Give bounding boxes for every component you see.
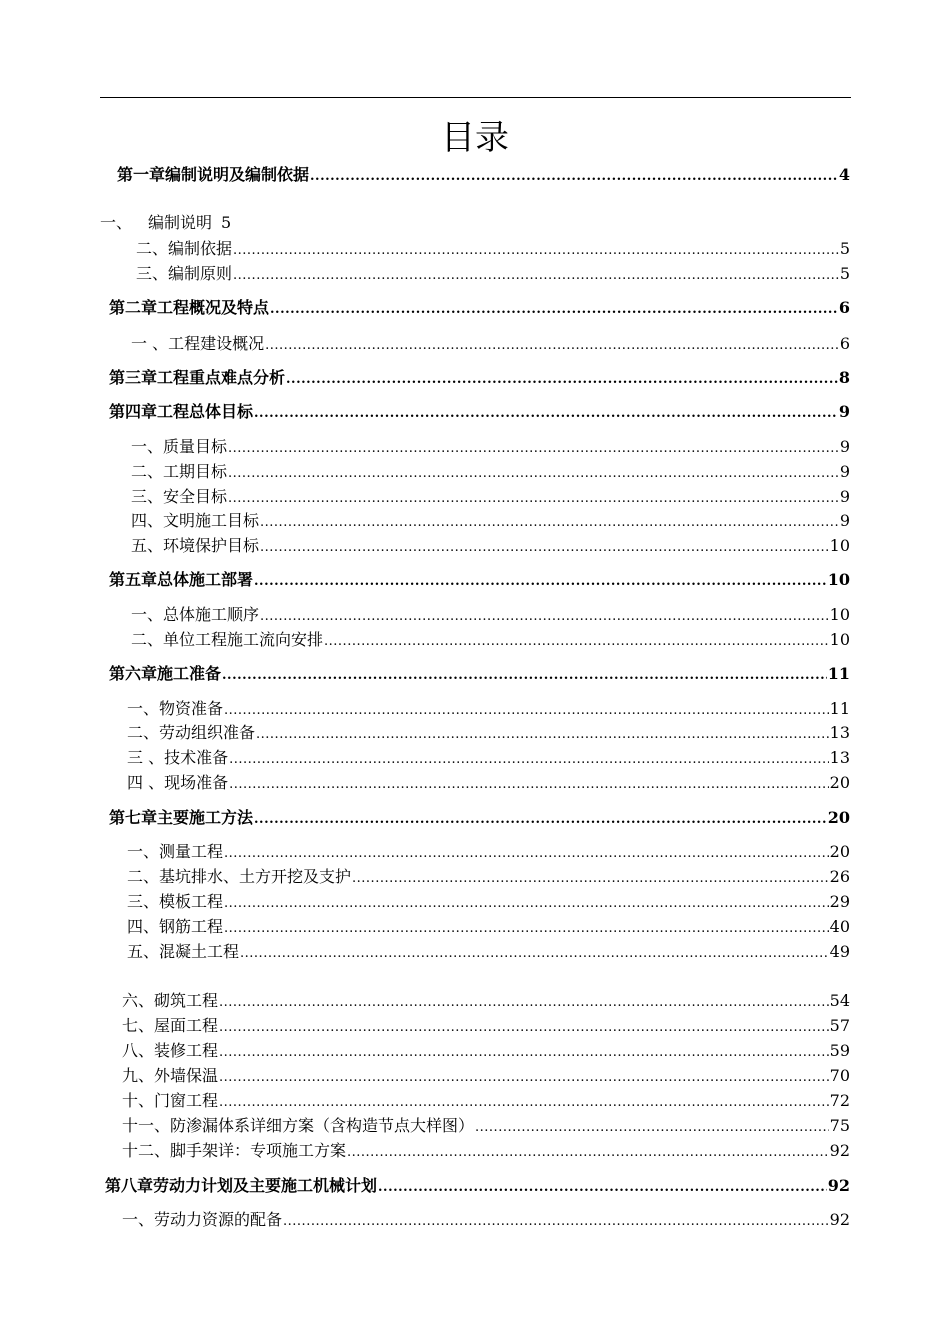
toc-entry-number: 九、 [122,1066,155,1085]
toc-entry-page: 59 [829,1041,850,1060]
toc-entry-page: 10 [827,570,850,589]
toc-dot-leader [254,809,827,831]
toc-entry-label: 质量目标 [163,437,228,456]
toc-section-entry[interactable] [127,916,850,938]
toc-entry-page: 9 [839,462,850,481]
toc-entry-number: 三、 [127,892,160,911]
toc-entry-page: 92 [827,1176,850,1195]
toc-entry-label: 物资准备 [159,699,224,718]
toc-section-entry[interactable] [122,1140,850,1162]
toc-dot-leader [256,724,829,746]
toc-entry-label: 劳动力计划及主要施工机械计划 [153,1176,378,1195]
header-rule [100,97,851,98]
toc-section-entry[interactable] [131,436,850,458]
toc-entry-label: 施工准备 [157,664,222,683]
toc-entry-page: 9 [839,437,850,456]
toc-entry-label: 钢筋工程 [159,917,224,936]
toc-entry-label: 编制原则 [168,264,233,283]
toc-entry-label: 脚手架详：专项施工方案 [170,1141,347,1160]
toc-entry-page: 10 [829,536,850,555]
toc-entry-label: 工程重点难点分析 [157,368,286,387]
toc-dot-leader [228,463,839,485]
toc-entry-label: 劳动组织准备 [159,723,256,742]
toc-entry-label: 工期目标 [163,462,228,481]
toc-chapter-entry[interactable] [109,663,850,685]
toc-entry-page: 9 [838,402,850,421]
toc-entry-number: 一、 [127,699,160,718]
toc-entry-label: 基坑排水、土方开挖及支护 [159,867,352,886]
toc-section-entry[interactable] [122,1015,850,1037]
toc-entry-label: 屋面工程 [154,1016,219,1035]
toc-section-entry[interactable] [127,866,850,888]
toc-entry-number: 四、 [127,917,160,936]
toc-entry-number: 二、 [136,239,169,258]
toc-section-entry[interactable] [122,1065,850,1087]
toc-entry-page: 72 [829,1091,850,1110]
toc-section-entry[interactable] [127,747,850,769]
toc-dot-leader [224,843,829,865]
toc-entry-label: 劳动力资源的配备 [154,1210,283,1229]
toc-entry-number: 一、 [127,842,160,861]
toc-dot-leader [352,868,829,890]
toc-section-entry[interactable] [127,841,850,863]
toc-dot-leader [254,571,827,593]
toc-dot-leader [219,1042,829,1064]
toc-entry-page: 8 [838,368,850,387]
toc-entry-page: 49 [829,942,850,961]
toc-dot-leader [347,1142,829,1164]
toc-dot-leader [229,774,829,796]
toc-entry-page: 20 [827,808,850,827]
toc-chapter-entry[interactable] [117,164,850,186]
toc-entry-page: 26 [829,867,850,886]
toc-entry-label: 安全目标 [163,487,228,506]
toc-entry-page: 54 [829,991,850,1010]
toc-section-entry[interactable] [100,212,231,234]
toc-entry-page: 92 [829,1141,850,1160]
toc-entry-number: 第八章 [105,1176,154,1195]
toc-dot-leader [283,1211,829,1233]
toc-entry-number: 一、 [131,437,164,456]
toc-chapter-entry[interactable] [109,297,850,319]
toc-entry-number: 十、 [122,1091,155,1110]
toc-dot-leader [254,403,838,425]
toc-entry-page: 10 [829,630,850,649]
toc-entry-number: 八、 [122,1041,155,1060]
toc-dot-leader [260,537,829,559]
toc-chapter-entry[interactable] [109,367,850,389]
toc-dot-leader [228,438,839,460]
toc-entry-number: 第五章 [109,570,158,589]
toc-entry-page: 13 [829,723,850,742]
toc-dot-leader [260,512,839,534]
toc-entry-number: 二、 [127,867,160,886]
toc-section-entry[interactable] [131,629,850,651]
toc-dot-leader [219,1067,829,1089]
page-title: 目录 [441,118,509,158]
toc-entry-page: 4 [838,165,850,184]
toc-entry-page: 9 [839,511,850,530]
toc-entry-number: 三、 [131,487,164,506]
toc-dot-leader [240,943,829,965]
toc-entry-label: 工程总体目标 [157,402,254,421]
toc-section-entry[interactable] [122,1040,850,1062]
toc-entry-page: 29 [829,892,850,911]
toc-entry-page: 9 [839,487,850,506]
toc-dot-leader [270,299,838,321]
toc-entry-number: 第七章 [109,808,158,827]
toc-section-entry[interactable] [131,461,850,483]
toc-entry-number: 七、 [122,1016,155,1035]
toc-dot-leader [224,700,829,722]
toc-section-entry[interactable] [136,238,850,260]
toc-dot-leader [265,335,839,357]
toc-entry-number: 三、 [136,264,169,283]
toc-entry-number: 四、 [131,511,164,530]
toc-entry-number: 第三章 [109,368,158,387]
toc-section-entry[interactable] [131,486,850,508]
toc-entry-page: 6 [839,334,850,353]
toc-entry-page: 5 [839,264,850,283]
toc-section-entry[interactable] [136,263,850,285]
toc-dot-leader [219,1092,829,1114]
toc-entry-label: 砌筑工程 [154,991,219,1010]
toc-entry-number: 四 、 [127,773,165,792]
toc-entry-label: 装修工程 [154,1041,219,1060]
toc-entry-page: 57 [829,1016,850,1035]
toc-entry-label: 总体施工部署 [157,570,254,589]
toc-entry-label: 防渗漏体系详细方案（含构造节点大样图） [170,1116,475,1135]
toc-section-entry[interactable] [127,698,850,720]
toc-chapter-entry[interactable] [105,1175,850,1197]
toc-entry-page: 11 [829,699,850,718]
toc-entry-number: 一、 [131,605,164,624]
toc-dot-leader [475,1117,829,1139]
toc-entry-number: 五、 [131,536,164,555]
toc-dot-leader [224,893,829,915]
toc-dot-leader [286,369,838,391]
toc-dot-leader [233,240,839,262]
toc-entry-label: 工程建设概况 [168,334,265,353]
toc-entry-label: 外墙保温 [154,1066,219,1085]
toc-entry-page: 13 [829,748,850,767]
toc-section-entry[interactable] [122,990,850,1012]
toc-section-entry[interactable] [131,333,850,355]
toc-entry-page: 5 [221,213,232,232]
toc-entry-page: 20 [829,842,850,861]
toc-section-entry[interactable] [127,941,850,963]
toc-entry-number: 第二章 [109,298,158,317]
toc-dot-leader [378,1177,827,1199]
toc-dot-leader [260,606,829,628]
toc-entry-number: 十一、 [122,1116,171,1135]
toc-section-entry[interactable] [127,891,850,913]
toc-entry-page: 10 [829,605,850,624]
toc-section-entry[interactable] [131,604,850,626]
toc-section-entry[interactable] [127,772,850,794]
toc-dot-leader [219,992,829,1014]
toc-entry-number: 十二、 [122,1141,171,1160]
toc-entry-page: 70 [829,1066,850,1085]
toc-entry-label: 工程概况及特点 [157,298,270,317]
toc-entry-label: 技术准备 [164,748,229,767]
toc-entry-page: 20 [829,773,850,792]
toc-section-entry[interactable] [131,510,850,532]
toc-entry-label: 单位工程施工流向安排 [163,630,324,649]
toc-entry-number: 第四章 [109,402,158,421]
toc-section-entry[interactable] [122,1090,850,1112]
toc-section-entry[interactable] [122,1209,850,1231]
toc-entry-number: 五、 [127,942,160,961]
toc-chapter-entry[interactable] [109,401,850,423]
toc-dot-leader [224,918,829,940]
toc-entry-number: 二、 [131,630,164,649]
toc-entry-page: 6 [838,298,850,317]
toc-entry-number: 第六章 [109,664,158,683]
toc-entry-number: 三 、 [127,748,165,767]
toc-dot-leader [228,488,839,510]
toc-entry-label: 模板工程 [159,892,224,911]
toc-entry-label: 编制说明 [148,213,213,232]
toc-dot-leader [219,1017,829,1039]
toc-dot-leader [229,749,829,771]
toc-entry-label: 环境保护目标 [163,536,260,555]
toc-entry-number: 二、 [127,723,160,742]
toc-section-entry[interactable] [127,722,850,744]
toc-entry-page: 40 [829,917,850,936]
toc-entry-number: 六、 [122,991,155,1010]
toc-entry-label: 编制依据 [168,239,233,258]
toc-entry-page: 11 [827,664,850,683]
toc-entry-page: 5 [839,239,850,258]
toc-entry-number: 一、 [100,213,133,232]
toc-dot-leader [233,265,839,287]
toc-entry-page: 75 [829,1116,850,1135]
toc-entry-label: 现场准备 [164,773,229,792]
toc-dot-leader [222,665,827,687]
toc-entry-number: 一 、 [131,334,169,353]
toc-entry-label: 门窗工程 [154,1091,219,1110]
toc-chapter-entry[interactable] [109,569,850,591]
toc-entry-label: 主要施工方法 [157,808,254,827]
toc-dot-leader [310,166,838,188]
toc-entry-number: 一、 [122,1210,155,1229]
toc-entry-label: 编制说明及编制依据 [165,165,310,184]
toc-entry-page: 92 [829,1210,850,1229]
toc-entry-label: 文明施工目标 [163,511,260,530]
toc-entry-number: 二、 [131,462,164,481]
toc-section-entry[interactable] [122,1115,850,1137]
toc-chapter-entry[interactable] [109,807,850,829]
toc-entry-label: 总体施工顺序 [163,605,260,624]
toc-entry-label: 测量工程 [159,842,224,861]
toc-section-entry[interactable] [131,535,850,557]
toc-entry-number: 第一章 [117,165,166,184]
toc-dot-leader [324,631,829,653]
toc-entry-label: 混凝土工程 [159,942,240,961]
